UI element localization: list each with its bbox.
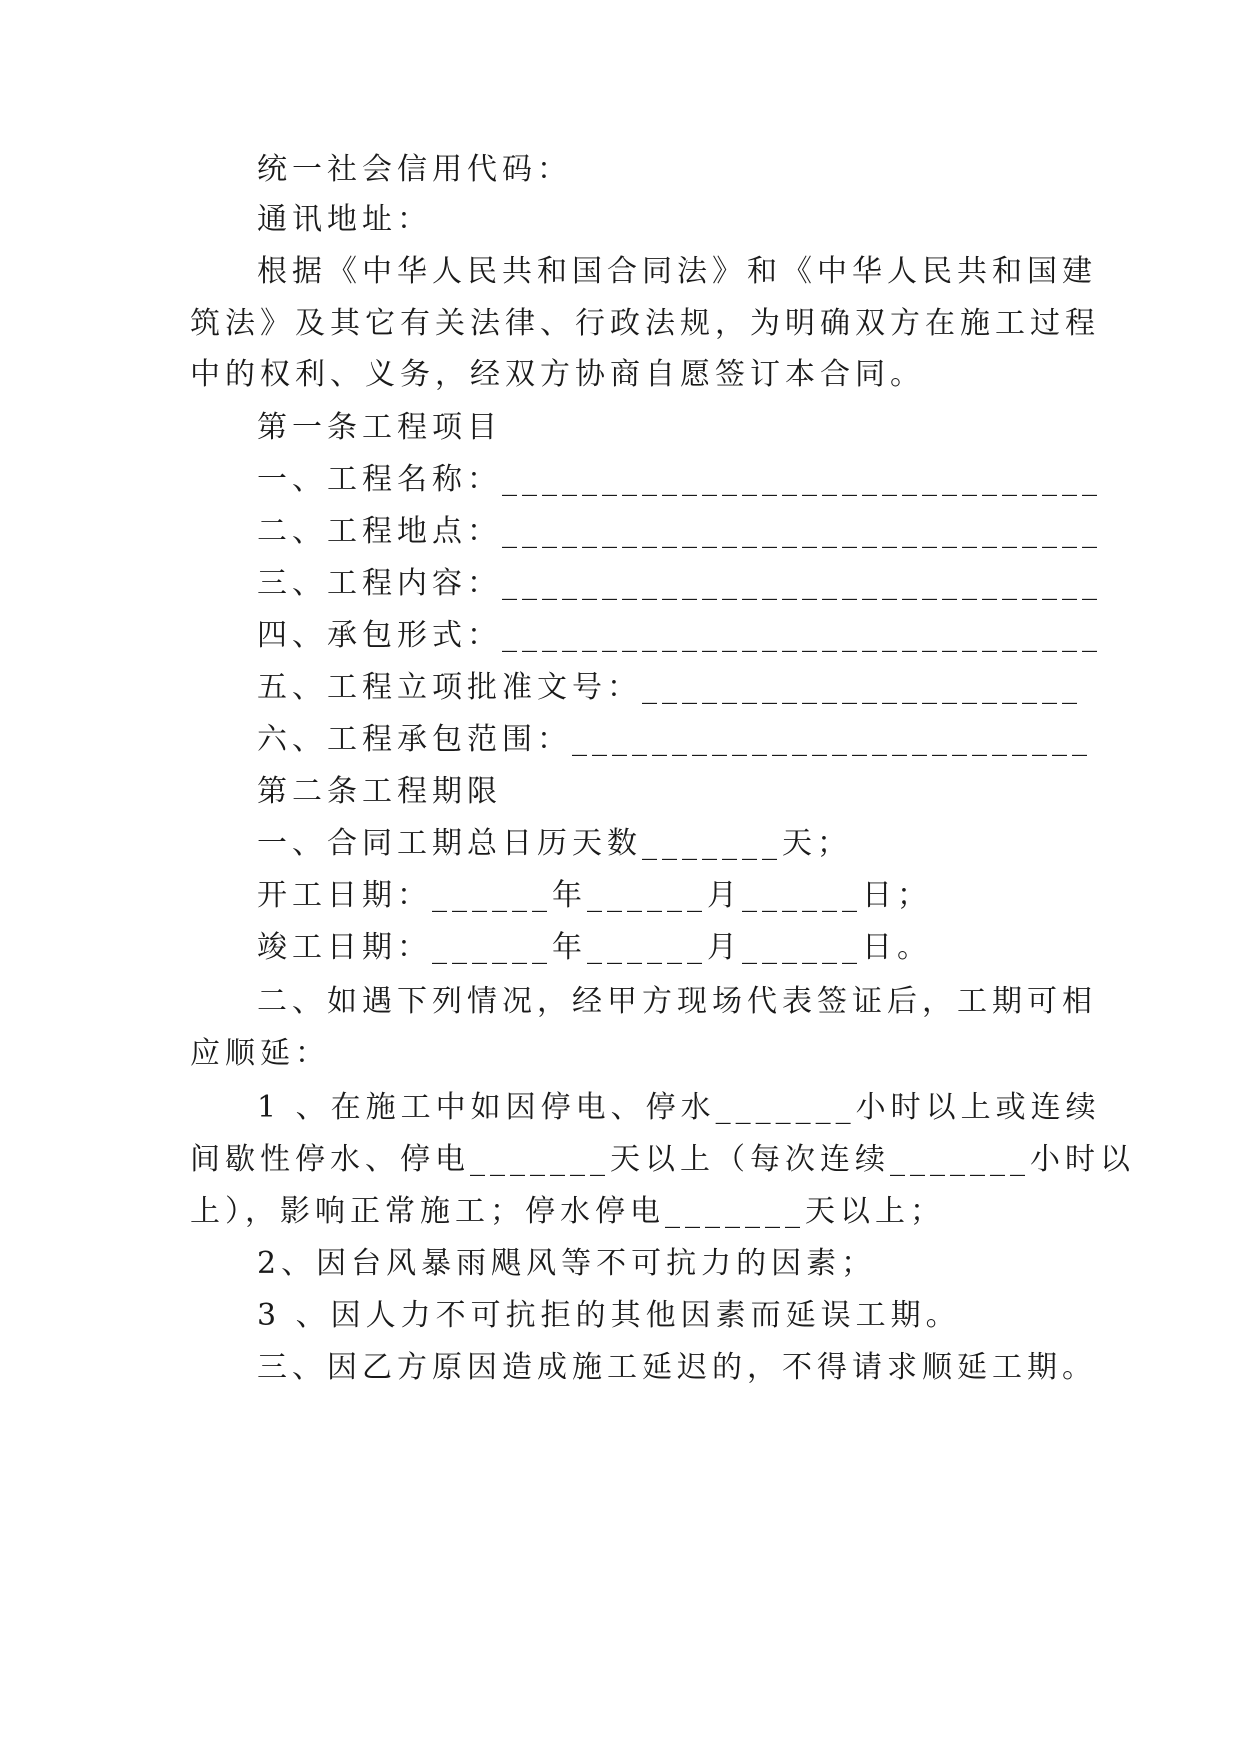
contract-form-line: 四、承包形式：______________________________ bbox=[257, 618, 1102, 653]
item-3-line: 3 、因人力不可抗拒的其他因素而延误工期。 bbox=[257, 1298, 961, 1333]
credit-code-line: 统一社会信用代码： bbox=[257, 152, 572, 187]
project-content-line: 三、工程内容：______________________________ bbox=[257, 566, 1102, 601]
extension-clause-line-1: 二、如遇下列情况，经甲方现场代表签证后，工期可相 bbox=[257, 984, 1097, 1019]
item-1-line-2: 间歇性停水、停电_______天以上（每次连续_______小时以 bbox=[190, 1142, 1135, 1177]
article-2-heading: 第二条工程期限 bbox=[257, 774, 502, 809]
preamble-line-1: 根据《中华人民共和国合同法》和《中华人民共和国建 bbox=[257, 254, 1097, 289]
preamble-line-3: 中的权利、义务，经双方协商自愿签订本合同。 bbox=[190, 357, 925, 392]
extension-clause-line-2: 应顺延： bbox=[190, 1036, 330, 1071]
address-line: 通讯地址： bbox=[257, 202, 432, 237]
approval-number-line: 五、工程立项批准文号：______________________ bbox=[257, 670, 1082, 705]
project-name-line: 一、工程名称：______________________________ bbox=[257, 462, 1102, 497]
total-days-line: 一、合同工期总日历天数_______天； bbox=[257, 826, 852, 861]
contract-scope-line: 六、工程承包范围：__________________________ bbox=[257, 722, 1092, 757]
item-1-line-1: 1 、在施工中如因停电、停水_______小时以上或连续 bbox=[257, 1090, 1101, 1125]
start-date-line: 开工日期：______年______月______日； bbox=[257, 878, 932, 913]
article-1-heading: 第一条工程项目 bbox=[257, 410, 502, 445]
item-1-line-3: 上），影响正常施工；停水停电_______天以上； bbox=[190, 1194, 945, 1229]
project-location-line: 二、工程地点：______________________________ bbox=[257, 514, 1102, 549]
completion-date-line: 竣工日期：______年______月______日。 bbox=[257, 930, 932, 965]
clause-3-line: 三、因乙方原因造成施工延迟的，不得请求顺延工期。 bbox=[257, 1350, 1097, 1385]
preamble-line-2: 筑法》及其它有关法律、行政法规，为明确双方在施工过程 bbox=[190, 306, 1100, 341]
item-2-line: 2、因台风暴雨飓风等不可抗力的因素； bbox=[257, 1246, 877, 1281]
